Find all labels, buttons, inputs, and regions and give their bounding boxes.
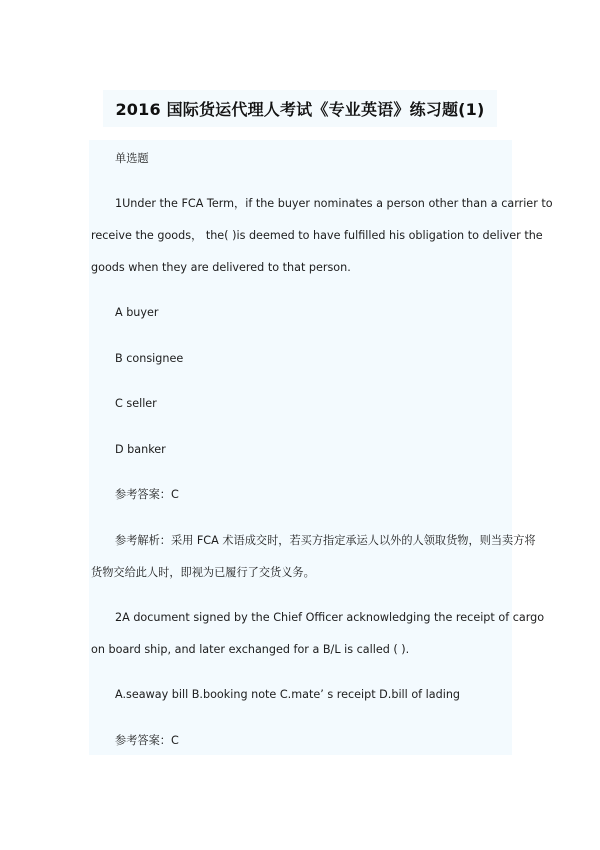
question-1-answer: 参考答案：C — [115, 488, 179, 501]
question-1-option-d: D banker — [115, 443, 166, 456]
question-1-stem-line-2: receive the goods， the( )is deemed to have fulfilled his obligation to deliver the — [91, 229, 543, 242]
question-1-analysis-line-2: 货物交给此人时，即视为已履行了交货义务。 — [91, 566, 315, 579]
title-banner — [103, 90, 497, 127]
question-2-stem-line-2: on board ship, and later exchanged for a B/L is called ( ). — [91, 643, 410, 656]
document-title: 2016 国际货运代理人考试《专业英语》练习题(1) — [115, 100, 485, 119]
question-1-option-c: C seller — [115, 397, 157, 410]
question-2-options: A.seaway bill B.booking note C.mate’ s receipt D.bill of lading — [115, 688, 461, 701]
question-2-answer: 参考答案：C — [115, 734, 179, 747]
question-1-analysis-line-1: 参考解析：采用 FCA 术语成交时，若买方指定承运人以外的人领取货物，则当卖方将 — [115, 534, 536, 547]
question-2-stem-line-1: 2A document signed by the Chief Officer acknowledging the receipt of cargo — [115, 611, 545, 624]
question-1-stem-line-1: 1Under the FCA Term，if the buyer nominates a person other than a carrier to — [115, 197, 553, 210]
content-panel — [89, 140, 553, 755]
question-1-option-a: A buyer — [115, 306, 159, 319]
section-label: 单选题 — [115, 152, 149, 165]
question-1-option-b: B consignee — [115, 352, 184, 365]
question-1-stem-line-3: goods when they are delivered to that person. — [91, 261, 351, 274]
